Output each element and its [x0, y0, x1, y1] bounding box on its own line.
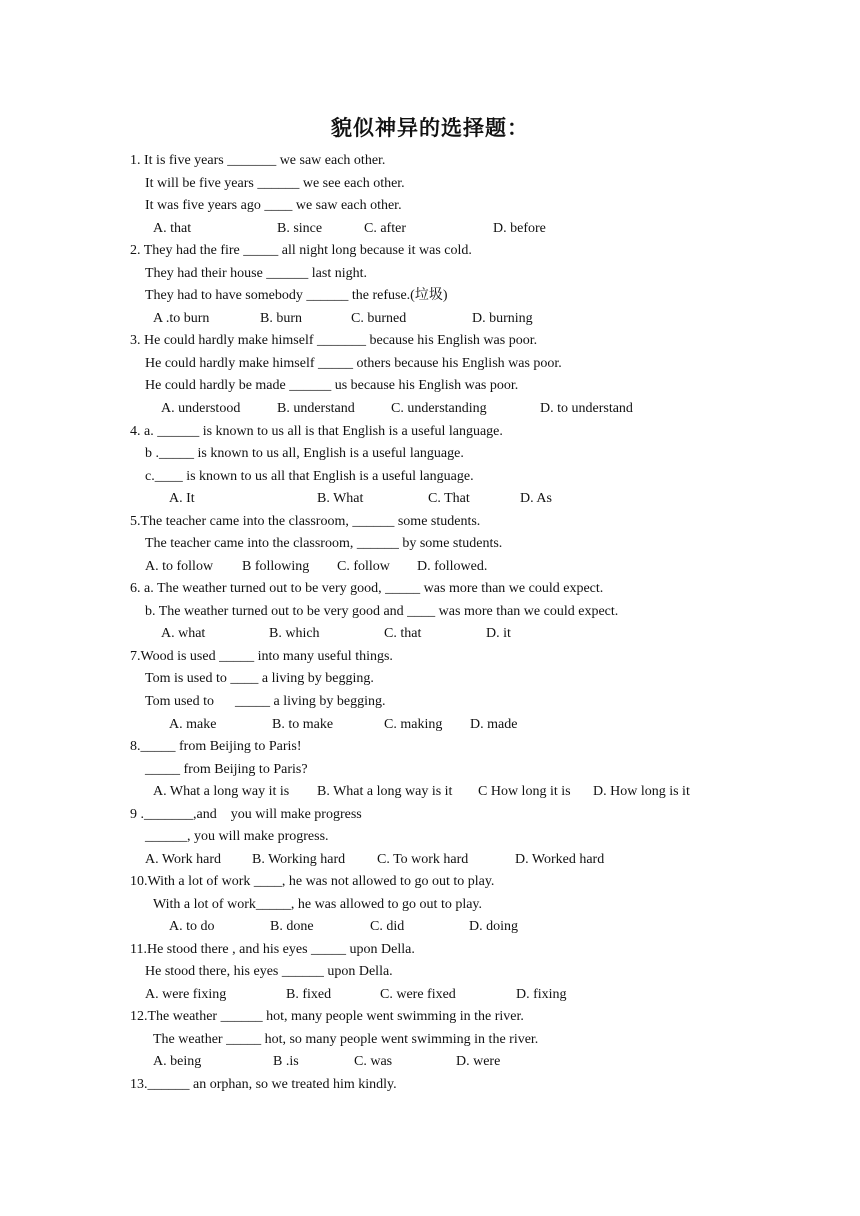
- question-7-option-b: B. to make: [272, 717, 334, 732]
- question-6-option-b: B. which: [269, 626, 320, 641]
- question-4-option-c: C. That: [428, 491, 470, 506]
- question-12-option-c: C. was: [354, 1054, 393, 1069]
- question-9-option-b: B. Working hard: [252, 852, 346, 867]
- question-12-line-1: 12.The weather ______ hot, many people went swimming in the river.: [130, 1009, 524, 1024]
- question-1-line-1: 1. It is five years _______ we saw each other.: [130, 153, 386, 168]
- question-4-option-d: D. As: [520, 491, 552, 506]
- question-8-option-a: A. What a long way it is: [153, 784, 290, 799]
- question-7-line-3: Tom used to _____ a living by begging.: [145, 694, 386, 709]
- question-12-line-2: The weather _____ hot, so many people went swimming in the river.: [153, 1032, 539, 1047]
- question-7-option-a: A. make: [169, 717, 217, 732]
- question-1-option-b: B. since: [277, 221, 323, 236]
- question-2-option-c: C. burned: [351, 311, 407, 326]
- question-4-option-a: A. It: [169, 491, 195, 506]
- question-10-option-b: B. done: [270, 919, 314, 934]
- question-4-line-3: c.____ is known to us all that English is a useful language.: [145, 469, 474, 484]
- question-5-option-c: C. follow: [337, 559, 390, 574]
- question-3-option-a: A. understood: [161, 401, 241, 416]
- question-1-line-2: It will be five years ______ we see each other.: [145, 176, 405, 191]
- question-4-option-b: B. What: [317, 491, 364, 506]
- question-12-option-a: A. being: [153, 1054, 202, 1069]
- question-6-option-d: D. it: [486, 626, 511, 641]
- question-7-line-1: 7.Wood is used _____ into many useful things.: [130, 649, 393, 664]
- question-10-line-2: With a lot of work_____, he was allowed to go out to play.: [153, 897, 483, 912]
- question-13-line-1: 13.______ an orphan, so we treated him kindly.: [130, 1077, 397, 1092]
- question-11-option-a: A. were fixing: [145, 987, 227, 1002]
- question-5-option-d: D. followed.: [417, 559, 488, 574]
- question-3-line-2: He could hardly make himself _____ others because his English was poor.: [145, 356, 562, 371]
- question-4-line-1: 4. a. ______ is known to us all is that English is a useful language.: [130, 424, 503, 439]
- question-8-option-b: B. What a long way is it: [317, 784, 453, 799]
- question-8-option-c: C How long it is: [478, 784, 571, 799]
- question-11-line-2: He stood there, his eyes ______ upon Della.: [145, 964, 393, 979]
- question-1-line-3: It was five years ago ____ we saw each other.: [145, 198, 402, 213]
- question-8-line-1: 8._____ from Beijing to Paris!: [130, 739, 302, 754]
- question-2-line-1: 2. They had the fire _____ all night long because it was cold.: [130, 243, 472, 258]
- question-10-line-1: 10.With a lot of work ____, he was not allowed to go out to play.: [130, 874, 495, 889]
- question-5-line-2: The teacher came into the classroom, ______ by some students.: [145, 536, 503, 551]
- question-5-line-1: 5.The teacher came into the classroom, ______ some students.: [130, 514, 481, 529]
- question-3-option-d: D. to understand: [540, 401, 633, 416]
- question-3-option-b: B. understand: [277, 401, 355, 416]
- question-1-option-d: D. before: [493, 221, 546, 236]
- question-6-line-1: 6. a. The weather turned out to be very good, _____ was more than we could expect.: [130, 581, 604, 596]
- question-1-option-a: A. that: [153, 221, 192, 236]
- question-2-line-2: They had their house ______ last night.: [145, 266, 368, 281]
- question-9-option-a: A. Work hard: [145, 852, 221, 867]
- question-2-option-b: B. burn: [260, 311, 302, 326]
- question-5-option-a: A. to follow: [145, 559, 214, 574]
- question-4-line-2: b ._____ is known to us all, English is a useful language.: [145, 446, 464, 461]
- question-11-option-d: D. fixing: [516, 987, 567, 1002]
- question-7-line-2: Tom is used to ____ a living by begging.: [145, 671, 374, 686]
- question-9-line-2: ______, you will make progress.: [145, 829, 329, 844]
- question-11-option-c: C. were fixed: [380, 987, 456, 1002]
- question-9-option-c: C. To work hard: [377, 852, 469, 867]
- question-6-option-c: C. that: [384, 626, 422, 641]
- question-2-option-a: A .to burn: [153, 311, 210, 326]
- question-11-line-1: 11.He stood there , and his eyes _____ upon Della.: [130, 942, 415, 957]
- question-5-option-b: B following: [242, 559, 310, 574]
- question-12-option-b: B .is: [273, 1054, 299, 1069]
- question-9-line-1: 9 ._______,and you will make progress: [130, 807, 362, 822]
- question-12-option-d: D. were: [456, 1054, 501, 1069]
- question-7-option-d: D. made: [470, 717, 518, 732]
- question-2-option-d: D. burning: [472, 311, 533, 326]
- question-11-option-b: B. fixed: [286, 987, 332, 1002]
- question-8-line-2: _____ from Beijing to Paris?: [145, 762, 308, 777]
- question-10-option-d: D. doing: [469, 919, 518, 934]
- question-1-option-c: C. after: [364, 221, 406, 236]
- question-10-option-c: C. did: [370, 919, 405, 934]
- question-8-option-d: D. How long is it: [593, 784, 690, 799]
- page-title: 貌似神异的选择题：: [331, 116, 529, 140]
- question-3-line-1: 3. He could hardly make himself _______ because his English was poor.: [130, 333, 538, 348]
- question-3-line-3: He could hardly be made ______ us because his English was poor.: [145, 378, 519, 393]
- question-7-option-c: C. making: [384, 717, 443, 732]
- question-6-option-a: A. what: [161, 626, 206, 641]
- question-6-line-2: b. The weather turned out to be very good and ____ was more than we could expect.: [145, 604, 619, 619]
- question-10-option-a: A. to do: [169, 919, 215, 934]
- question-3-option-c: C. understanding: [391, 401, 487, 416]
- question-9-option-d: D. Worked hard: [515, 852, 605, 867]
- question-2-line-3: They had to have somebody ______ the refuse.(垃圾): [145, 288, 448, 303]
